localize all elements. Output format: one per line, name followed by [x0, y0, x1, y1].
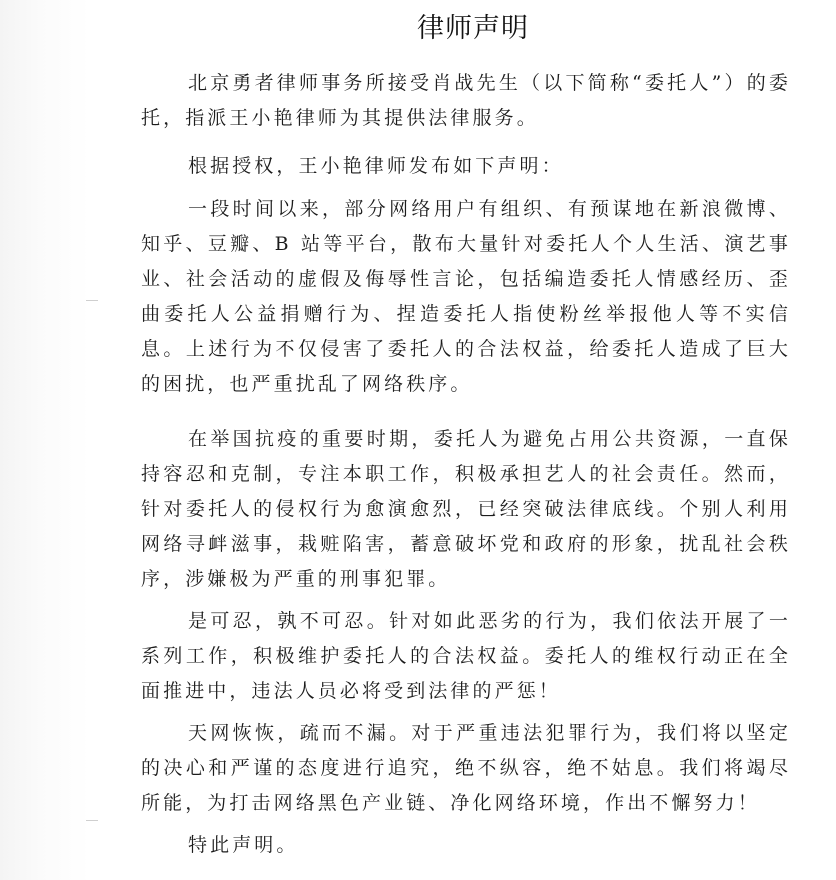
paragraph-infringement: 在举国抗疫的重要时期，委托人为避免占用公共资源，一直保持容忍和克制，专注本职工作，积极承担艺人的社会责任。然而，针对委托人的侵权行为愈演愈烈，已经突破法律底线。个别人利用网络寻衅滋事，栽赃陷害，蓄意破坏党和政府的形象，扰乱社会秩序，涉嫌极为严重的刑事犯罪。 — [141, 428, 791, 590]
paragraph-intro: 北京勇者律师事务所接受肖战先生（以下简称“委托人”）的委托，指派王小艳律师为其提供法律服务。 — [141, 72, 791, 129]
paragraph-commitment: 天网恢恢，疏而不漏。对于严重违法犯罪行为，我们将以坚定的决心和严谨的态度进行追究，绝不纵容，绝不姑息。我们将竭尽所能，为打击网络黑色产业链、净化网络环境，作出不懈努力！ — [141, 722, 791, 814]
paragraph-closing: 特此声明。 — [188, 834, 299, 856]
scan-artifact — [86, 820, 98, 821]
paragraph-authorization: 根据授权，王小艳律师发布如下声明： — [188, 155, 564, 177]
scan-artifact — [86, 300, 98, 301]
paragraph-background: 一段时间以来，部分网络用户有组织、有预谋地在新浪微博、知乎、豆瓣、B 站等平台，散布大量针对委托人个人生活、演艺事业、社会活动的虚假及侮辱性言论，包括编造委托人情感经历、歪曲委托人公益捐赠行为、捏造委托人指使粉丝举报他人等不实信息。上述行为不仅侵害了委托人的合法权益，给委托人造成了巨大的困扰，也严重扰乱了网络秩序。 — [141, 198, 791, 395]
paragraph-actions: 是可忍，孰不可忍。针对如此恶劣的行为，我们依法开展了一系列工作，积极维护委托人的合法权益。委托人的维权行动正在全面推进中，违法人员必将受到法律的严惩！ — [141, 610, 791, 702]
document-title: 律师声明 — [417, 13, 529, 44]
